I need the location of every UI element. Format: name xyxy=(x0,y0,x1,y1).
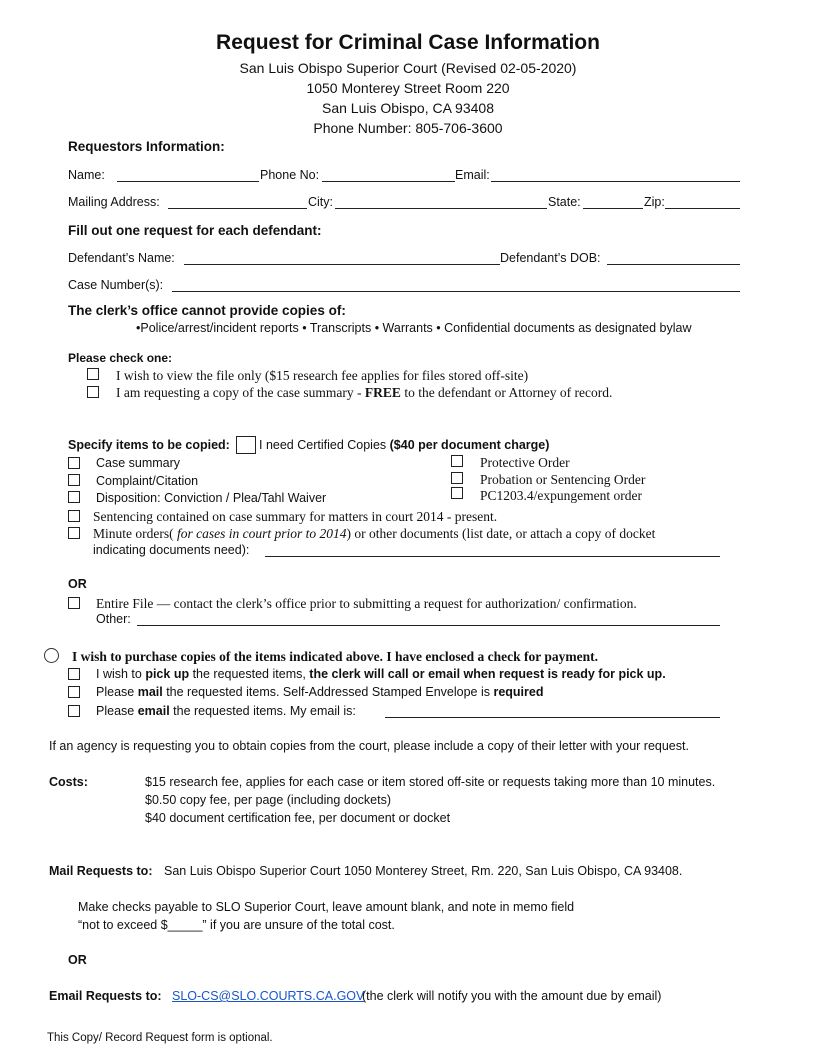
footer-note: This Copy/ Record Request form is optional. xyxy=(47,1032,273,1044)
agency-note: If an agency is requesting you to obtain copies from the court, please include a copy of their letter with your request. xyxy=(49,739,689,753)
expungement-order-label: PC1203.4/expungement order xyxy=(480,488,642,503)
case-number-label: Case Number(s): xyxy=(68,278,164,292)
view-file-label: I wish to view the file only ($15 research fee applies for files stored off-site) xyxy=(116,368,529,383)
phone-label: Phone No: xyxy=(260,168,320,182)
court-city: San Luis Obispo, CA 93408 xyxy=(321,100,494,116)
or-separator-2: OR xyxy=(68,953,87,967)
check-one-heading: Please check one: xyxy=(68,351,173,365)
no-copies-list: •Police/arrest/incident reports • Transcripts • Warrants • Confidential documents as designated bylaw xyxy=(136,321,692,335)
name-label: Name: xyxy=(68,168,105,182)
case-number-field[interactable] xyxy=(172,291,740,292)
protective-order-label: Protective Order xyxy=(480,455,570,470)
email-field[interactable] xyxy=(491,181,740,182)
complaint-checkbox[interactable] xyxy=(68,474,80,486)
or-separator: OR xyxy=(68,577,87,591)
complaint-label: Complaint/Citation xyxy=(96,474,199,488)
court-phone: Phone Number: 805-706-3600 xyxy=(313,120,503,136)
cost-research: $15 research fee, applies for each case or item stored off-site or requests taking more than 10 minutes. xyxy=(145,775,716,789)
mail-address: San Luis Obispo Superior Court 1050 Monterey Street, Rm. 220, San Luis Obispo, CA 93408. xyxy=(164,864,683,878)
defendant-dob-label: Defendant’s DOB: xyxy=(500,251,601,265)
name-field[interactable] xyxy=(117,181,259,182)
probation-order-label: Probation or Sentencing Order xyxy=(480,472,646,487)
pickup-label: I wish to pick up the requested items, the clerk will call or email when request is ready for pick up. xyxy=(96,667,666,681)
checks-note-2: “not to exceed $_____” if you are unsure of the total cost. xyxy=(78,918,395,932)
court-name: San Luis Obispo Superior Court (Revised 02-05-2020) xyxy=(239,60,577,76)
mailing-label: Mailing Address: xyxy=(68,195,160,209)
city-label: City: xyxy=(308,195,333,209)
minute-orders-checkbox[interactable] xyxy=(68,527,80,539)
no-copies-heading: The clerk’s office cannot provide copies of: xyxy=(68,303,346,318)
view-file-checkbox[interactable] xyxy=(87,368,99,380)
email-delivery-label: Please email the requested items. My email is: xyxy=(96,704,356,718)
case-summary-label: Case summary xyxy=(96,456,181,470)
case-summary-request-label: I am requesting a copy of the case summary - FREE to the defendant or Attorney of record. xyxy=(116,385,613,400)
probation-order-checkbox[interactable] xyxy=(451,472,463,484)
case-summary-checkbox[interactable] xyxy=(68,457,80,469)
email-label: Email: xyxy=(455,168,490,182)
certified-copies-label: I need Certified Copies ($40 per document charge) xyxy=(259,438,550,452)
other-label: Other: xyxy=(96,612,131,626)
page-title: Request for Criminal Case Information xyxy=(216,31,600,54)
zip-field[interactable] xyxy=(665,208,740,209)
defendant-name-field[interactable] xyxy=(184,264,500,265)
case-summary-request-checkbox[interactable] xyxy=(87,386,99,398)
email-address-link[interactable]: SLO-CS@SLO.COURTS.CA.GOV xyxy=(172,989,365,1003)
email-note: (the clerk will notify you with the amount due by email) xyxy=(362,989,662,1003)
pickup-checkbox[interactable] xyxy=(68,668,80,680)
disposition-checkbox[interactable] xyxy=(68,491,80,503)
checks-note-1: Make checks payable to SLO Superior Court, leave amount blank, and note in memo field xyxy=(78,900,575,914)
state-field[interactable] xyxy=(583,208,643,209)
minute-orders-label: Minute orders( for cases in court prior to 2014) or other documents (list date, or attach a copy of docket xyxy=(93,526,656,541)
certified-copies-checkbox[interactable] xyxy=(236,436,256,454)
state-label: State: xyxy=(548,195,581,209)
zip-label: Zip: xyxy=(644,195,665,209)
cost-certification: $40 document certification fee, per document or docket xyxy=(145,811,451,825)
indicating-docs-field[interactable] xyxy=(265,556,720,557)
mail-checkbox[interactable] xyxy=(68,686,80,698)
entire-file-checkbox[interactable] xyxy=(68,597,80,609)
disposition-label: Disposition: Conviction / Plea/Tahl Waiver xyxy=(96,491,327,505)
mailing-field[interactable] xyxy=(168,208,307,209)
sentencing-checkbox[interactable] xyxy=(68,510,80,522)
indicating-docs-label: indicating documents need): xyxy=(93,543,250,557)
items-heading: Specify items to be copied: xyxy=(68,438,230,452)
sentencing-label: Sentencing contained on case summary for matters in court 2014 - present. xyxy=(93,509,498,524)
court-street: 1050 Monterey Street Room 220 xyxy=(306,80,510,96)
defendant-dob-field[interactable] xyxy=(607,264,740,265)
my-email-field[interactable] xyxy=(385,717,720,718)
cost-copy: $0.50 copy fee, per page (including dockets) xyxy=(145,793,391,807)
mail-label: Please mail the requested items. Self-Addressed Stamped Envelope is required xyxy=(96,685,544,699)
entire-file-label: Entire File — contact the clerk’s office prior to submitting a request for authorization/ confirmation. xyxy=(96,596,637,611)
protective-order-checkbox[interactable] xyxy=(451,455,463,467)
expungement-order-checkbox[interactable] xyxy=(451,487,463,499)
defendant-heading: Fill out one request for each defendant: xyxy=(68,223,322,238)
email-requests-label: Email Requests to: xyxy=(49,989,162,1003)
phone-field[interactable] xyxy=(322,181,455,182)
email-delivery-checkbox[interactable] xyxy=(68,705,80,717)
other-field[interactable] xyxy=(137,625,720,626)
costs-label: Costs: xyxy=(49,775,88,789)
mail-requests-label: Mail Requests to: xyxy=(49,864,153,878)
purchase-radio[interactable] xyxy=(44,648,59,663)
purchase-statement: I wish to purchase copies of the items indicated above. I have enclosed a check for payment. xyxy=(72,649,598,664)
requestor-heading: Requestors Information: xyxy=(68,139,225,154)
defendant-name-label: Defendant’s Name: xyxy=(68,251,175,265)
city-field[interactable] xyxy=(335,208,547,209)
